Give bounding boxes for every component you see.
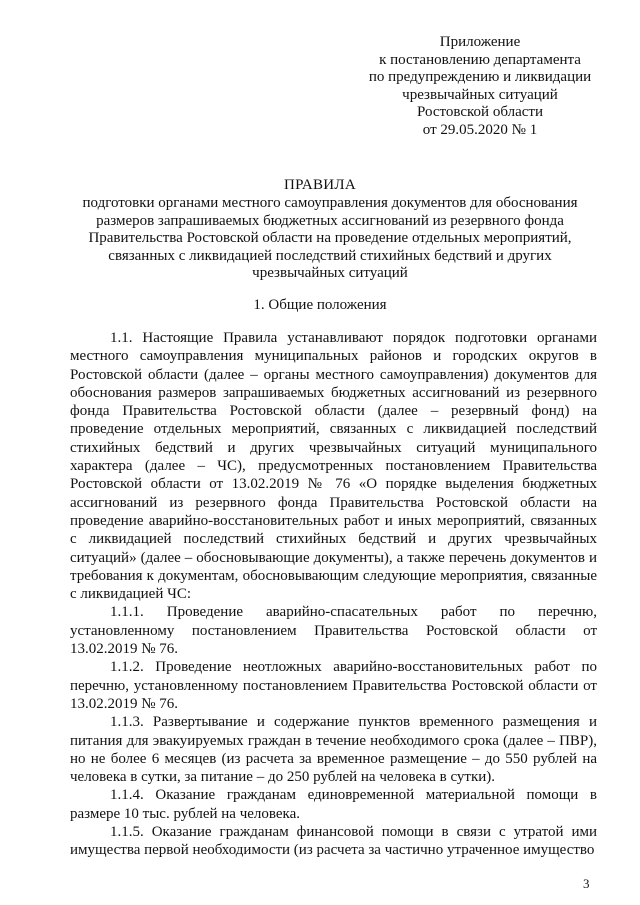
- paragraph-1-1-5: 1.1.5. Оказание гражданам финансовой помощи в связи с утратой ими имущества первой необходимости (из расчета за частично утраченное имущество: [70, 824, 597, 859]
- paragraph-1-1-2: 1.1.2. Проведение неотложных аварийно-восстановительных работ по перечню, установленному постановлением Правительства Ростовской области от 13.02.2019 № 76.: [70, 659, 597, 712]
- appendix-line: от 29.05.2020 № 1: [422, 121, 538, 138]
- paragraph-1-1-4: 1.1.4. Оказание гражданам единовременной материальной помощи в размере 10 тыс. рублей на человека.: [70, 787, 597, 822]
- document-title: ПРАВИЛА: [283, 177, 357, 193]
- paragraph-1-1-1: 1.1.1. Проведение аварийно-спасательных работ по перечню, установленному постановлением Правительства Ростовской области от 13.02.2019 № 76.: [70, 604, 597, 658]
- appendix-line: Ростовской области: [417, 104, 543, 121]
- appendix-line: к постановлению департамента: [379, 51, 581, 68]
- paragraph-1-1: 1.1. Настоящие Правила устанавливают порядок подготовки органами местного самоуправления муниципальных районов и городских округов в Ростовской области (далее – органы местного самоуправления) документов для обоснования размеров запрашиваемых бюджетных ассигнований из резервного фонда Правительства Ростовской области (далее – резервный фонд) на проведение отдельных мероприятий, связанных с ликвидацией последствий стихийных бедствий и других чрезвычайных ситуаций муниципального характера (далее – ЧС), предусмотренных постановлением Правительства Ростовской области от 13.02.2019 № 76 «О порядке выделения бюджетных ассигнований из резервного фонда Правительства Ростовской области на проведение аварийно-восстановительных работ и иных мероприятий, связанных с ликвидацией последствий стихийных бедствий и других чрезвычайных ситуаций» (далее – обосновывающие документы), а также перечень документов и требования к документам, обосновывающим следующие мероприятия, связанные с ликвидацией ЧС:: [70, 330, 597, 603]
- page-number: 3: [583, 876, 590, 891]
- appendix-line: по предупреждению и ликвидации: [368, 69, 592, 86]
- paragraph-1-1-3: 1.1.3. Развертывание и содержание пунктов временного размещения и питания для эвакуируемых граждан в течение необходимого срока (далее – ПВР), но не более 6 месяцев (из расчета за временное размещение – до 550 рублей на человека в сутки, за питание – до 250 рублей на человека в сутки).: [70, 714, 597, 786]
- appendix-block: [360, 34, 600, 140]
- appendix-line: чрезвычайных ситуаций: [402, 86, 558, 103]
- document-subtitle: подготовки органами местного самоуправления документов для обоснования размеров запрашиваемых бюджетных ассигнований из резервного фонда Правительства Ростовской области на проведение отдельных мероприятий, связанных с ликвидацией последствий стихийных бедствий и других чрезвычайных ситуаций: [82, 195, 578, 282]
- appendix-line: Приложение: [439, 34, 521, 50]
- document-body: [70, 329, 597, 860]
- section-heading: 1. Общие положения: [253, 297, 387, 313]
